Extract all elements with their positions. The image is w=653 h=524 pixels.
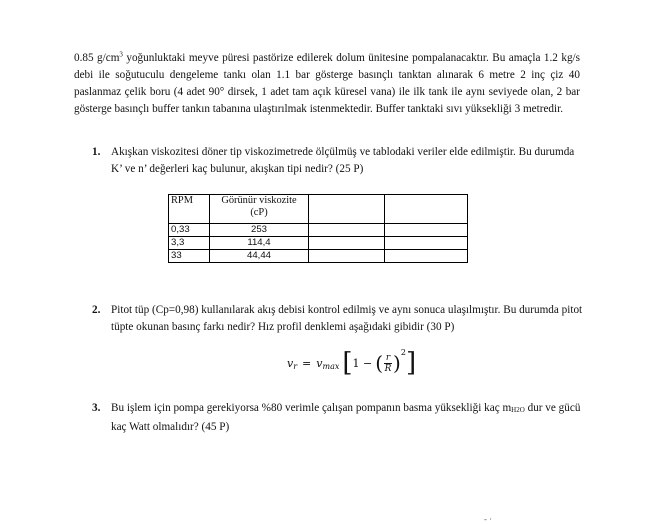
table-cell-empty: [385, 237, 468, 250]
intro-superscript: 3: [119, 50, 123, 59]
question-3-text-after: dur ve gücü kaç Watt olmalıdır? (45 P): [111, 402, 581, 433]
formula-fraction-numerator: r: [385, 352, 391, 363]
table-cell-rpm: 3,3: [169, 237, 210, 250]
table-cell-viscosity: 114,4: [210, 237, 309, 250]
table-header-row: [169, 195, 468, 224]
intro-part1: 0.85 g/cm: [74, 52, 120, 64]
question-2: [92, 302, 584, 335]
formula-fraction-denominator: R: [384, 363, 392, 374]
table-cell-empty: [309, 224, 385, 237]
question-1-text: Akışkan viskozitesi döner tip viskozimetrede ölçülmüş ve tablodaki veriler elde edilmiştir. Bu durumda K’ ve n’ değerleri kaç bulunur, akışkan tipi nedir? (25 P): [111, 146, 575, 175]
question-2-number: 2.: [92, 304, 101, 316]
formula-lhs-subscript: r: [293, 361, 298, 371]
formula-one-minus: 1 −: [352, 356, 373, 370]
formula-exponent: 2: [400, 347, 406, 357]
table-cell-viscosity: 44,44: [210, 250, 309, 263]
table-cell-viscosity: 253: [210, 224, 309, 237]
table-cell-rpm: 33: [169, 250, 210, 263]
table-header-empty-2: [385, 195, 468, 224]
velocity-profile-equation: [287, 347, 417, 378]
table-cell-empty: [385, 224, 468, 237]
intro-part2: yoğunluktaki meyve püresi pastörize edilerek dolum ünitesine pompalanacaktır. Bu amaçla 1.2 kg/s debi ile soğutuculu dengeleme tankı olan 1.1 bar gösterge basınçlı tanktan alınarak 6 metre 2 inç çiz 40 paslanmaz çelik boru (4 adet 90° dirsek, 1 adet tam açık küresel vana) ile ilk tank ile aynı seviyede olan, 2 bar gösterge basınçlı buffer tankın tabanına ulaştırılmak istenmektedir. Buffer tanktaki sıvı yüksekliği 3 metredir.: [74, 52, 580, 116]
question-1-number: 1.: [92, 146, 101, 158]
formula-rhs-subscript: max: [322, 361, 340, 371]
formula-left-paren: (: [375, 351, 384, 375]
question-3-text-before: Bu işlem için pompa gerekiyorsa %80 verimle çalışan pompanın basma yüksekliği kaç m: [111, 402, 512, 414]
table-row: [169, 250, 468, 263]
table-cell-empty: [309, 237, 385, 250]
formula-right-paren: ): [393, 351, 401, 375]
question-2-text: Pitot tüp (Cp=0,98) kullanılarak akış debisi kontrol edilmiş ve aynı sonuca ulaşılmıştır. Bu durumda pitot tüpte okunan basınç farkı nedir? Hız profil denklemi aşağıdaki gibidir (30 P): [111, 304, 583, 333]
table-header-rpm: RPM: [169, 195, 210, 224]
formula-rhs: v: [316, 356, 323, 370]
table-header-empty-1: [309, 195, 385, 224]
question-3-subscript: H2O: [511, 406, 525, 414]
formula-equals: =: [302, 356, 312, 370]
table-row: [169, 224, 468, 237]
formula-lhs: v: [287, 356, 294, 370]
question-3-number: 3.: [92, 402, 101, 414]
formula-right-bracket: ]: [405, 348, 417, 378]
table-header-viscosity: Görünür viskozite (cP): [210, 195, 309, 224]
question-3: [92, 400, 584, 435]
table-cell-empty: [309, 250, 385, 263]
table-row: [169, 237, 468, 250]
page-footer-mark: ‐ ·: [484, 515, 492, 524]
formula-left-bracket: [: [342, 348, 353, 378]
formula-fraction: [384, 353, 392, 374]
table-cell-empty: [385, 250, 468, 263]
table-cell-rpm: 0,33: [169, 224, 210, 237]
question-3-text: [111, 400, 584, 435]
question-1: [92, 144, 584, 177]
viscosity-table: [168, 194, 468, 263]
problem-statement: [74, 50, 580, 118]
